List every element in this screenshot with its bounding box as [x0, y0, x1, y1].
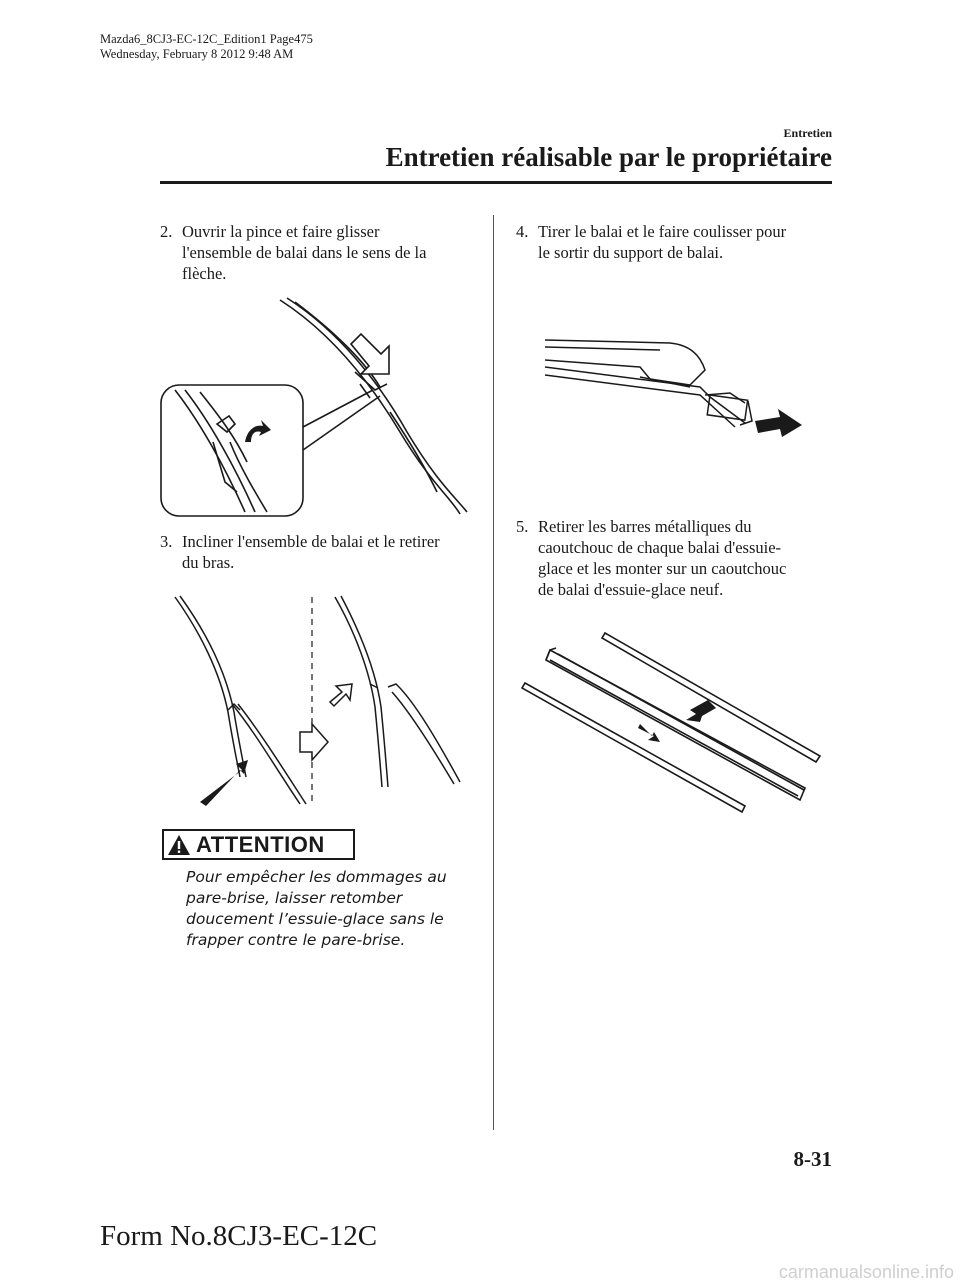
- section-category: Entretien: [783, 126, 832, 140]
- arrow-icon: [351, 334, 389, 374]
- step-number: 3.: [160, 532, 173, 551]
- figure-wiper-slide-out: [540, 325, 810, 450]
- arrow-icon: [200, 760, 248, 806]
- step-text: glace et les monter sur un caoutchouc: [538, 559, 787, 578]
- step-text: Retirer les barres métalliques du: [538, 517, 752, 536]
- print-header-date: Wednesday, February 8 2012 9:48 AM: [100, 47, 294, 61]
- step-text: flèche.: [182, 264, 227, 283]
- watermark: carmanualsonline.info: [778, 1262, 954, 1282]
- attention-text: [186, 867, 486, 951]
- header-rule: [160, 181, 832, 184]
- arrow-icon: [300, 724, 328, 760]
- form-number: Form No.8CJ3-EC-12C: [100, 1220, 378, 1252]
- attention-line: Pour empêcher les dommages au: [186, 868, 447, 886]
- print-header-file: Mazda6_8CJ3-EC-12C_Edition1 Page475: [100, 32, 313, 46]
- arrow-icon: [638, 724, 660, 742]
- attention-line: pare-brise, laisser retomber: [186, 889, 403, 907]
- attention-line: frapper contre le pare-brise.: [186, 931, 406, 949]
- step-text: caoutchouc de chaque balai d'essuie-: [538, 538, 782, 557]
- warning-icon: [167, 834, 191, 856]
- step-text: le sortir du support de balai.: [538, 243, 724, 262]
- step-number: 4.: [516, 222, 529, 241]
- page-number: 8-31: [793, 1147, 832, 1171]
- page-title: Entretien réalisable par le propriétaire: [385, 142, 832, 172]
- step-number: 5.: [516, 517, 529, 536]
- print-header: [100, 32, 313, 62]
- arrow-icon: [330, 684, 352, 706]
- figure-wiper-clip-release: [155, 292, 475, 522]
- step-number: 2.: [160, 222, 173, 241]
- step-text: Tirer le balai et le faire coulisser pour: [538, 222, 787, 241]
- figure-metal-bars: [520, 628, 830, 813]
- arrow-icon: [686, 700, 716, 722]
- step-text: de balai d'essuie-glace neuf.: [538, 580, 724, 599]
- step-4: [516, 221, 786, 263]
- step-3: [160, 531, 440, 573]
- step-2: [160, 221, 426, 284]
- attention-label: ATTENTION: [196, 832, 325, 857]
- figure-wiper-tilt-remove: [170, 592, 470, 812]
- arrow-icon: [755, 409, 802, 437]
- column-divider: [493, 215, 494, 1130]
- step-text: Incliner l'ensemble de balai et le retirer: [182, 532, 440, 551]
- attention-line: doucement l’essuie-glace sans le: [186, 910, 444, 928]
- step-text: l'ensemble de balai dans le sens de la: [182, 243, 427, 262]
- step-text: Ouvrir la pince et faire glisser: [182, 222, 380, 241]
- step-5: [516, 516, 786, 600]
- step-text: du bras.: [182, 553, 235, 572]
- arrow-icon: [245, 420, 271, 442]
